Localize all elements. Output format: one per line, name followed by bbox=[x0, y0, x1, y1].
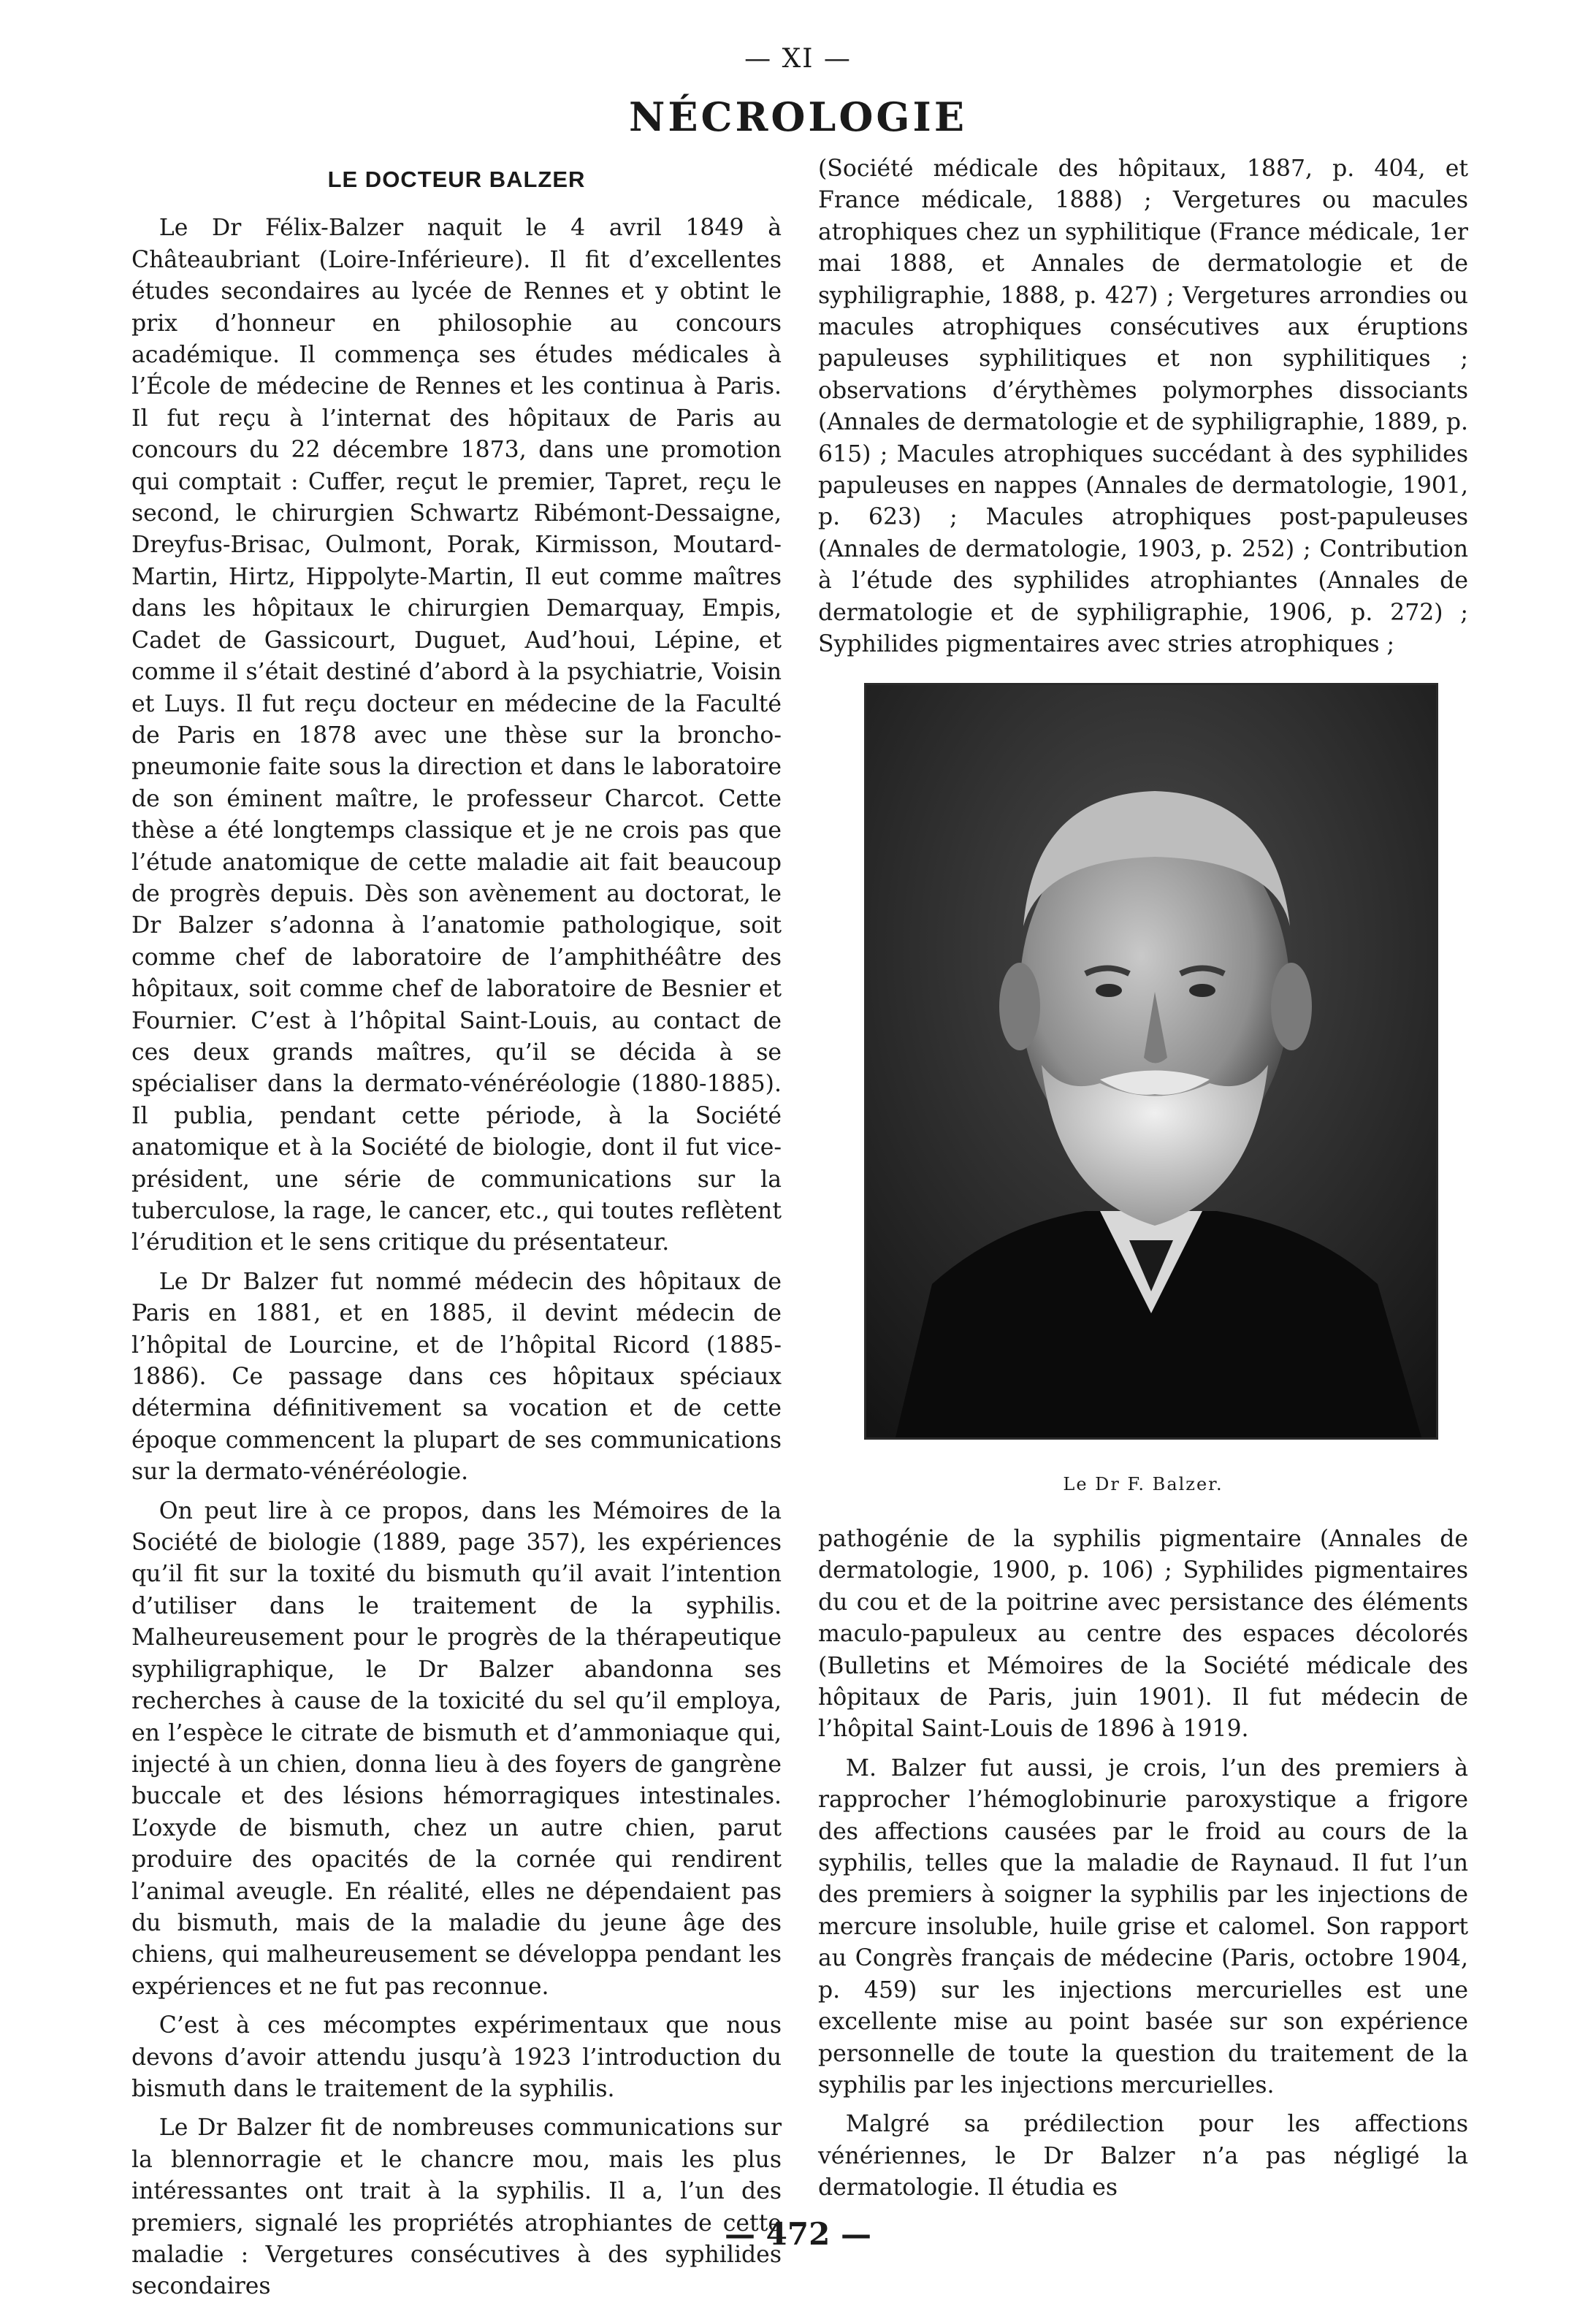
paragraph-hospital-career: Le Dr Balzer fut nommé médecin des hôpitaux de Paris en 1881, et en 1885, il devint médecin de l’hôpital de Lourcine, et de l’hôpital Ricord (1885-1886). Ce passage dans ces hôpitaux spéciaux détermina définitivement sa vocation et de cette époque commencent la plupart de ses communications sur la dermato-vénéréologie. bbox=[131, 1268, 782, 1486]
paragraph-mercury-injections: M. Balzer fut aussi, je crois, l’un des premiers à rapprocher l’hémoglobinurie paroxystique a frigore des affections causées par le froid au cours de la syphilis, telles que la maladie de Raynaud. Il fut l’un des premiers à soigner la syphilis par les injections de mercure insoluble, huile grise et calomel. Son rapport au Congrès français de médecine (Paris, octobre 1904, p. 459) sur les injections mercurielles est une excellente mise au point basée sur son expérience personnelle de toute la question du traitement de la syphilis par les injections mercurielles. bbox=[818, 1754, 1468, 2098]
portrait-illustration bbox=[866, 685, 1436, 1437]
paragraph-bismuth-experiments: On peut lire à ce propos, dans les Mémoires de la Société de biologie (1889, page 357), les expériences qu’il fit sur la toxité du bismuth qu’il avait l’intention d’utiliser dans le traitement de la syphilis. Malheureusement pour le progrès de la thérapeutique syphiligraphique, le Dr Balzer abandonna ses recherches à cause de la toxicité du sel qu’il employa, en l’espèce le citrate de bismuth et d’ammoniaque qui, injecté à un chien, donna lieu à des foyers de gangrène buccale et des lésions hémorragiques intestinales. L’oxyde de bismuth, chez un autre chien, parut produire des opacités de la cornée qui rendirent l’animal aveugle. En réalité, elles ne dépendaient pas du bismuth, mais de la maladie du jeune âge des chiens, qui malheureusement se développa pendant les expériences et ne fut pas reconnue. bbox=[131, 1497, 782, 2000]
paragraph-bismuth-delay: C’est à ces mécomptes expérimentaux que nous devons d’avoir attendu jusqu’à 1923 l’introduction du bismuth dans le traitement de la syphilis. bbox=[131, 2012, 782, 2102]
article-title: LE DOCTEUR BALZER bbox=[327, 167, 586, 192]
right-column-bottom bbox=[818, 1524, 1468, 2204]
page-number: — 472 — bbox=[725, 2216, 871, 2252]
photo-caption: Le Dr F. Balzer. bbox=[1063, 1474, 1223, 1494]
paragraph-publications-list: (Société médicale des hôpitaux, 1887, p. 404, et France médicale, 1888) ; Vergetures ou macules atrophiques chez un syphilitique (France médicale, 1er mai 1888, et Annales de dermatologie et de syphiligraphie, 1888, p. 427) ; Vergetures arrondies ou macules atrophiques consécutives aux éruptions papuleuses syphilitiques et non syphilitiques ; observations d’érythèmes polymorphes dissociants (Annales de dermatologie et de syphiligraphie, 1889, p. 615) ; Macules atrophiques succédant à des syphilides papuleuses en nappes (Annales de dermatologie, 1901, p. 623) ; Macules atrophiques post-papuleuses (Annales de dermatologie, 1903, p. 252) ; Contribution à l’étude des syphilides atrophiantes (Annales de dermatologie et de syphiligraphie, 1906, p. 272) ; Syphilides pigmentaires avec stries atrophiques ; bbox=[818, 156, 1468, 658]
paragraph-dermatology: Malgré sa prédilection pour les affections vénériennes, le Dr Balzer n’a pas négligé la dermatologie. Il étudia es bbox=[818, 2111, 1468, 2201]
paragraph-syphilis-communications: Le Dr Balzer fit de nombreuses communications sur la blennorragie et le chancre mou, mais les plus intéressantes ont trait à la syphilis. Il a, l’un des premiers, signalé les propriétés atrophiantes de cette maladie : Vergetures consécutives à des syphilides secondaires bbox=[131, 2115, 782, 2300]
left-column bbox=[131, 153, 782, 2303]
paragraph-biography: Le Dr Félix-Balzer naquit le 4 avril 1849 à Châteaubriant (Loire-Inférieure). Il fit d’excellentes études secondaires au lycée de Rennes et y obtint le prix d’honneur en philosophie au concours académique. Il commença ses études médicales à l’École de médecine de Rennes et les continua à Paris. Il fut reçu à l’internat des hôpitaux de Paris au concours du 22 décembre 1873, dans une promotion qui comptait : Cuffer, reçut le premier, Tapret, reçu le second, le chirurgien Schwartz Ribémont-Dessaigne, Dreyfus-Brisac, Oulmont, Porak, Kirmisson, Moutard-Martin, Hirtz, Hippolyte-Martin, Il eut comme maîtres dans les hôpitaux le chirurgien Demarquay, Empis, Cadet de Gassicourt, Duguet, Aud’houi, Lépine, et comme il s’était destiné d’abord à la psychiatrie, Voisin et Luys. Il fut reçu docteur en médecine de la Faculté de Paris en 1878 avec une thèse sur la broncho-pneumonie faite sous la direction et dans le laboratoire de son éminent maître, le professeur Charcot. Cette thèse a été longtemps classique et je ne crois pas que l’étude anatomique de cette maladie ait fait beaucoup de progrès depuis. Dès son avènement au doctorat, le Dr Balzer s’adonna à l’anatomie pathologique, soit comme chef de laboratoire de l’amphithéâtre des hôpitaux, soit comme chef de laboratoire de Besnier et Fournier. C’est à l’hôpital Saint-Louis, au contact de ces deux grands maîtres, qu’il se décida à se spécialiser dans la dermato-vénéréologie (1880-1885). Il publia, pendant cette période, à la Société anatomique et à la Société de biologie, dont il fut vice-président, une série de communications sur la tuberculose, la rage, le cancer, etc., qui toutes reflètent l’érudition et le sens critique du présentateur. bbox=[131, 215, 782, 1256]
paragraph-pigmentary-syphilis: pathogénie de la syphilis pigmentaire (Annales de dermatologie, 1900, p. 106) ; Syphilides pigmentaires du cou et de la poitrine avec persistance des éléments maculo-papuleux au centre des espaces décolorés (Bulletins et Mémoires de la Société médicale des hôpitaux de Paris, juin 1901). Il fut médecin de l’hôpital Saint-Louis de 1896 à 1919. bbox=[818, 1526, 1468, 1743]
page-roman-numeral: — XI — bbox=[744, 44, 852, 74]
portrait-photo bbox=[864, 683, 1438, 1440]
section-title: NÉCROLOGIE bbox=[629, 93, 967, 140]
right-column-top bbox=[818, 153, 1468, 661]
